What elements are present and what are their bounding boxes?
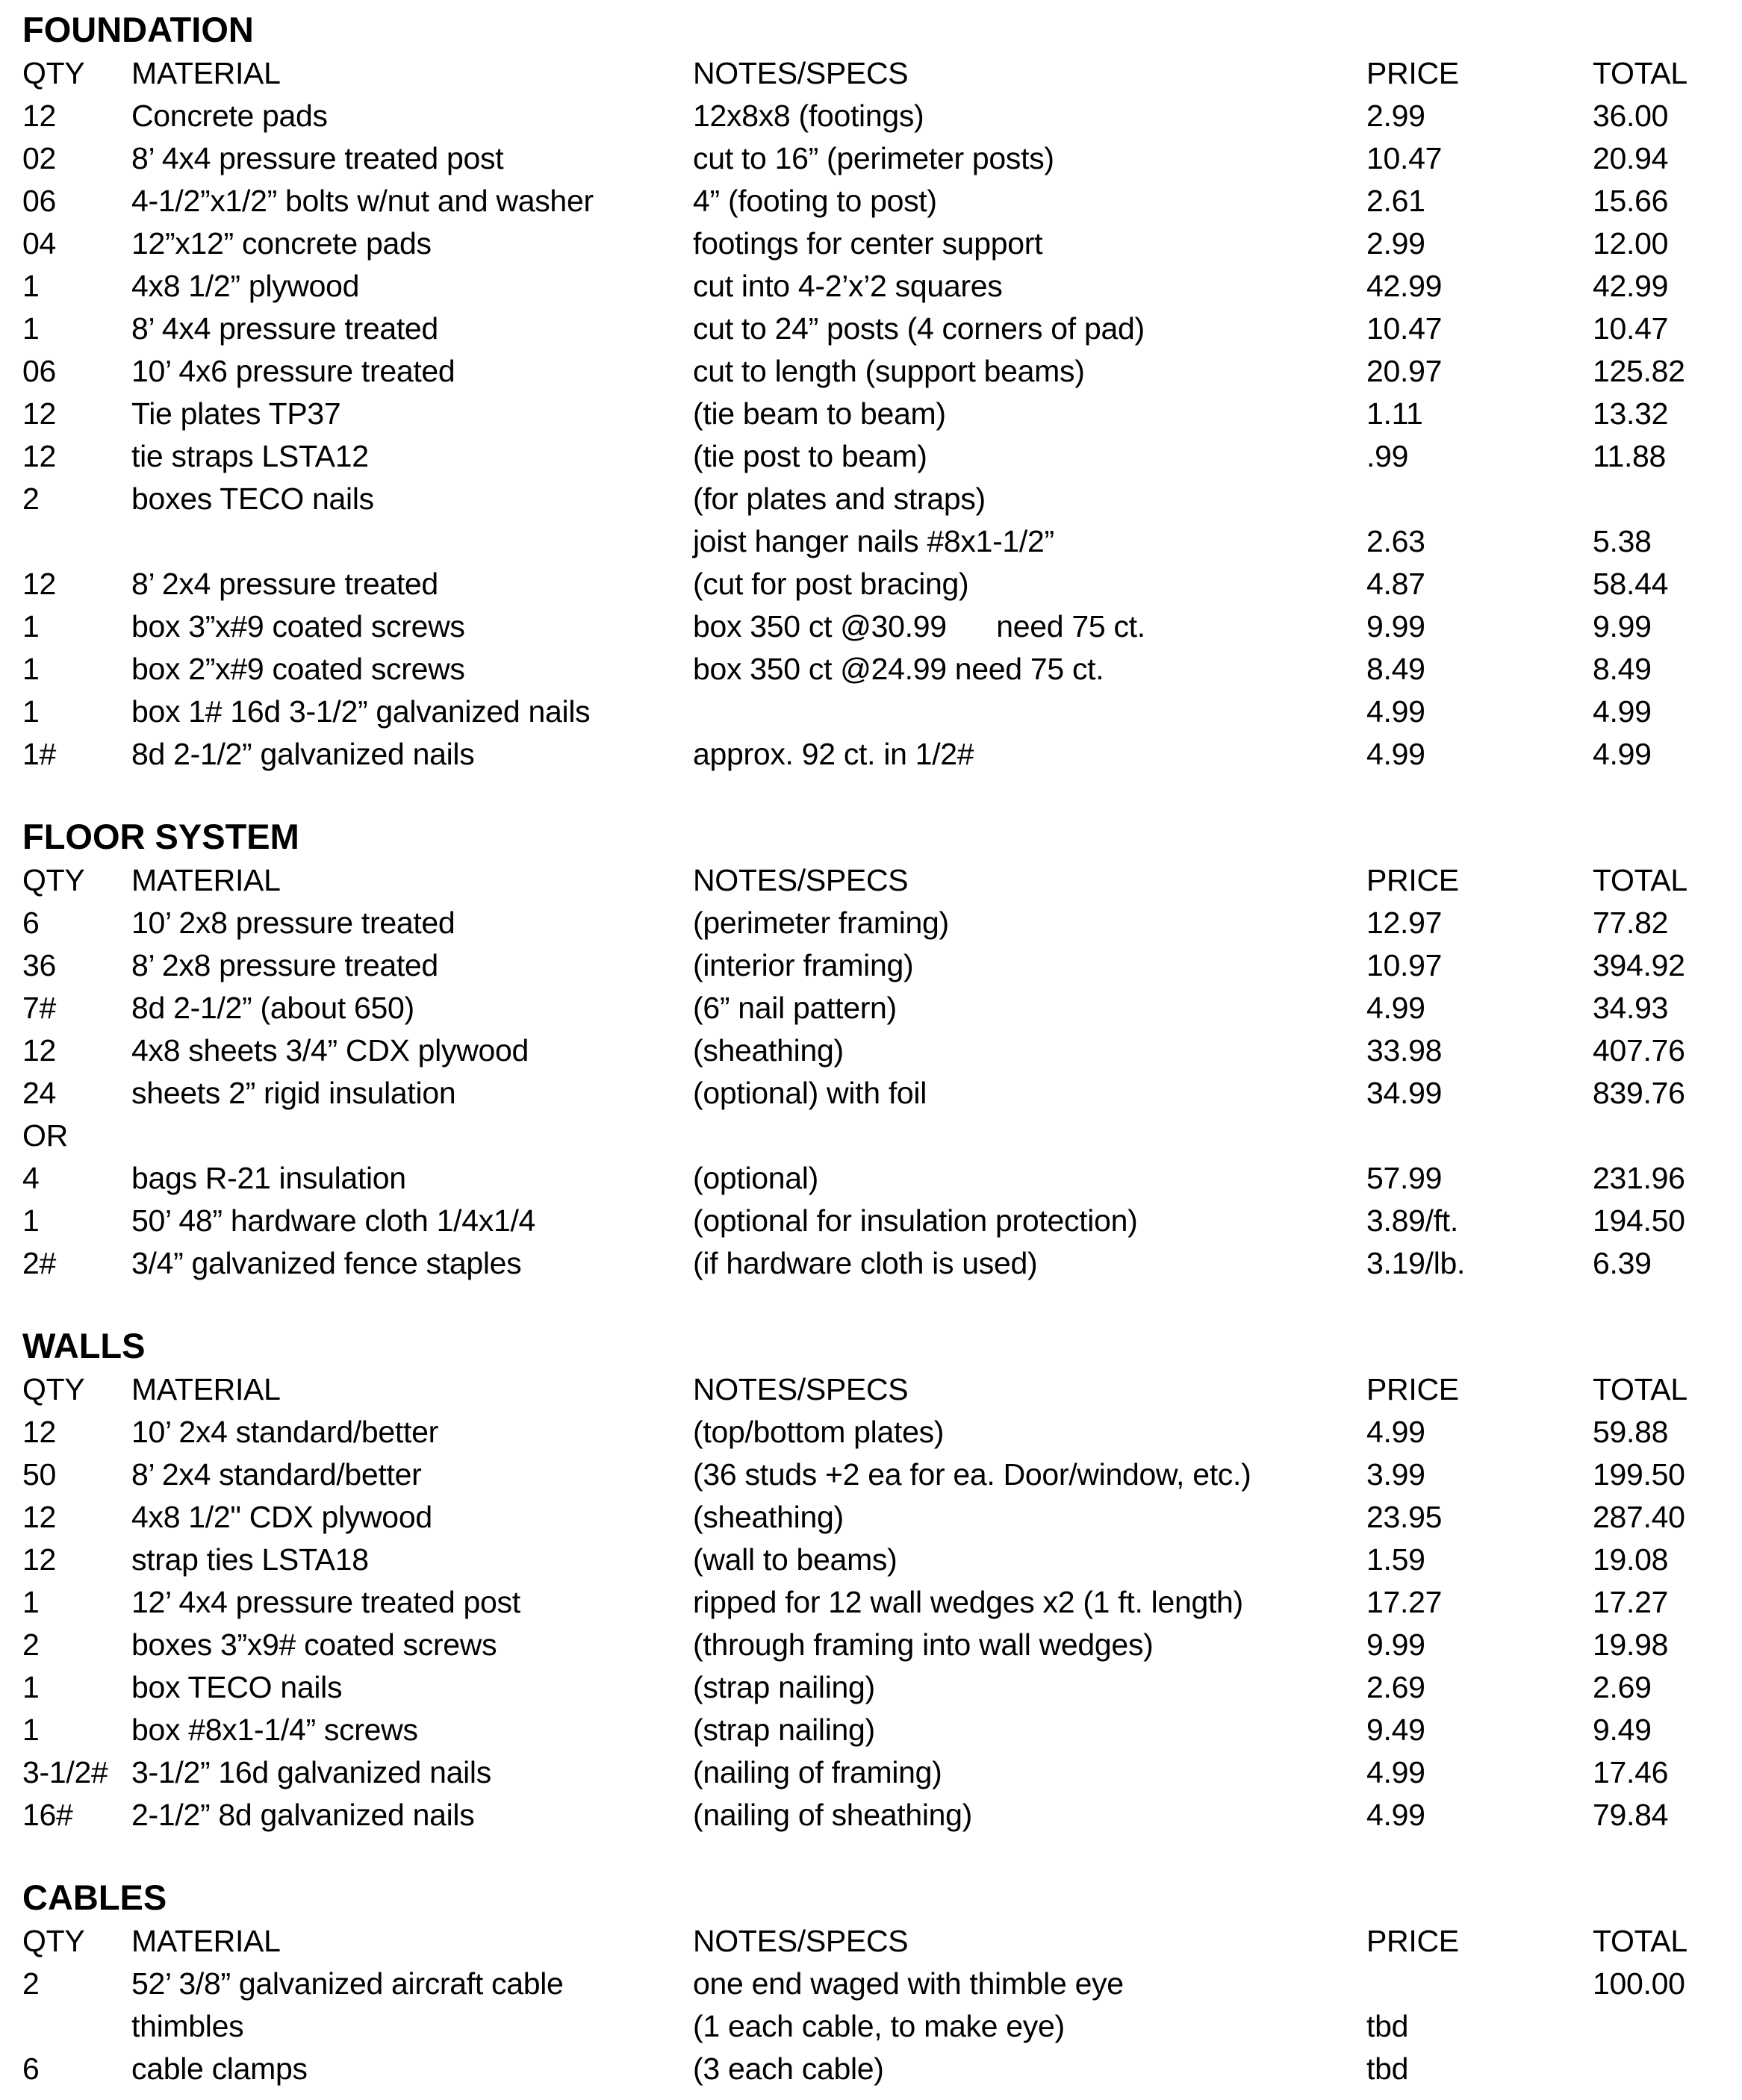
price-cell: 4.99 [1366,737,1425,771]
qty-cell: 12 [22,1542,57,1577]
price-cell: 17.27 [1366,1585,1443,1619]
material-cell: 8’ 2x8 pressure treated [131,948,438,982]
material-cell: 10’ 4x6 pressure treated [131,354,455,388]
table-row [22,733,1742,776]
table-row [22,2005,1742,2048]
table-row [22,1115,1742,1157]
notes-cell: 4” (footing to post) [693,184,937,218]
section-title: FOUNDATION [22,10,254,49]
material-cell: 4x8 sheets 3/4” CDX plywood [131,1033,529,1068]
notes-cell: footings for center support [693,226,1043,261]
qty-cell: 1 [22,609,40,644]
price-cell: 1.59 [1366,1542,1425,1577]
qty-cell: 7# [22,991,57,1025]
notes-cell: (perimeter framing) [693,906,949,940]
notes-cell: approx. 92 ct. in 1/2# [693,737,974,771]
table-row [22,1794,1742,1836]
price-cell: 23.95 [1366,1500,1443,1534]
qty-cell: 06 [22,184,57,218]
notes-cell: box 350 ct @30.99 need 75 ct. [693,609,1145,644]
column-header-qty: QTY [22,863,85,897]
material-cell: boxes TECO nails [131,482,374,516]
total-cell: 5.38 [1593,524,1652,558]
notes-cell: (optional) [693,1161,818,1195]
notes-cell: one end waged with thimble eye [693,1966,1124,2001]
material-cell: 8’ 2x4 standard/better [131,1457,422,1492]
material-cell: 2-1/2” 8d galvanized nails [131,1798,475,1832]
qty-cell: 1 [22,1713,40,1747]
price-cell: 2.99 [1366,99,1425,133]
qty-cell: 6 [22,2051,40,2086]
material-cell: 12’ 4x4 pressure treated post [131,1585,520,1619]
table-row [22,1072,1742,1115]
material-cell: boxes 3”x9# coated screws [131,1627,497,1662]
total-cell: 199.50 [1593,1457,1685,1492]
table-row [22,1029,1742,1072]
notes-cell: (strap nailing) [693,1713,875,1747]
total-cell: 9.99 [1593,609,1652,644]
qty-cell: 12 [22,1500,57,1534]
section-title: CABLES [22,1878,167,1917]
price-cell: 3.89/ft. [1366,1203,1458,1238]
price-cell: 10.47 [1366,311,1443,346]
column-header-material: MATERIAL [131,1924,281,1958]
qty-cell: 06 [22,354,57,388]
total-cell: 231.96 [1593,1161,1685,1195]
qty-cell: 3-1/2# [22,1755,108,1789]
total-cell: 4.99 [1593,694,1652,729]
total-cell: 839.76 [1593,1076,1685,1110]
material-cell: 8d 2-1/2” (about 650) [131,991,414,1025]
column-header-qty: QTY [22,56,85,90]
table-row [22,691,1742,733]
section-floor-system [22,814,1742,1285]
column-header-total: TOTAL [1593,863,1687,897]
column-header-total: TOTAL [1593,1372,1687,1406]
table-row [22,393,1742,435]
notes-cell: (3 each cable) [693,2051,884,2086]
total-cell: 36.00 [1593,99,1669,133]
material-cell: box 3”x#9 coated screws [131,609,465,644]
material-cell: box 2”x#9 coated screws [131,652,465,686]
qty-cell: 1 [22,1670,40,1704]
column-header-row [22,1368,1742,1411]
notes-cell: (nailing of framing) [693,1755,942,1789]
material-cell: 8d 2-1/2” galvanized nails [131,737,475,771]
notes-cell: (sheathing) [693,1033,844,1068]
notes-cell: (sheathing) [693,1500,844,1534]
total-cell: 17.27 [1593,1585,1669,1619]
total-cell: 58.44 [1593,567,1669,601]
notes-cell: (top/bottom plates) [693,1415,945,1449]
qty-cell: 1# [22,737,57,771]
price-cell: tbd [1366,2009,1409,2043]
material-cell: 4x8 1/2" CDX plywood [131,1500,432,1534]
table-row [22,1157,1742,1200]
price-cell: 34.99 [1366,1076,1443,1110]
qty-cell: 1 [22,1585,40,1619]
section-cables [22,1875,1742,2090]
qty-cell: 1 [22,269,40,303]
price-cell: 4.99 [1366,1415,1425,1449]
price-cell: 9.49 [1366,1713,1425,1747]
total-cell: 100.00 [1593,1966,1685,2001]
price-cell: 2.69 [1366,1670,1425,1704]
section-rows [22,1411,1742,1836]
price-cell: 4.87 [1366,567,1425,601]
section-foundation [22,7,1742,776]
total-cell: 4.99 [1593,737,1652,771]
material-cell: tie straps LSTA12 [131,439,369,473]
material-cell: sheets 2” rigid insulation [131,1076,456,1110]
column-header-qty: QTY [22,1924,85,1958]
table-row [22,350,1742,393]
qty-cell: 2 [22,482,40,516]
column-header-price: PRICE [1366,1372,1459,1406]
table-row [22,1709,1742,1751]
table-row [22,520,1742,563]
section-title: WALLS [22,1326,146,1365]
qty-cell: OR [22,1118,68,1153]
notes-cell: ripped for 12 wall wedges x2 (1 ft. length) [693,1585,1243,1619]
total-cell: 19.98 [1593,1627,1669,1662]
price-cell: 57.99 [1366,1161,1443,1195]
table-row [22,1666,1742,1709]
price-cell: 10.97 [1366,948,1443,982]
column-header-qty: QTY [22,1372,85,1406]
table-row [22,2048,1742,2090]
material-cell: box #8x1-1/4” screws [131,1713,418,1747]
material-cell: 3-1/2” 16d galvanized nails [131,1755,491,1789]
price-cell: 1.11 [1366,396,1423,431]
column-header-notes: NOTES/SPECS [693,1924,909,1958]
table-row [22,563,1742,605]
table-row [22,987,1742,1029]
qty-cell: 12 [22,439,57,473]
notes-cell: (tie beam to beam) [693,396,946,431]
notes-cell: (nailing of sheathing) [693,1798,973,1832]
material-cell: thimbles [131,2009,244,2043]
price-cell: 10.47 [1366,141,1443,175]
qty-cell: 12 [22,1415,57,1449]
table-row [22,478,1742,520]
total-cell: 20.94 [1593,141,1669,175]
column-header-row [22,1920,1742,1963]
price-cell: 3.99 [1366,1457,1425,1492]
table-row [22,137,1742,180]
qty-cell: 02 [22,141,57,175]
price-cell: 42.99 [1366,269,1443,303]
total-cell: 407.76 [1593,1033,1685,1068]
material-cell: 4-1/2”x1/2” bolts w/nut and washer [131,184,594,218]
material-cell: cable clamps [131,2051,308,2086]
column-header-price: PRICE [1366,56,1459,90]
table-row [22,1496,1742,1539]
table-row [22,180,1742,222]
column-header-row [22,859,1742,902]
material-cell: 52’ 3/8” galvanized aircraft cable [131,1966,564,2001]
notes-cell: (cut for post bracing) [693,567,969,601]
table-row [22,435,1742,478]
total-cell: 6.39 [1593,1246,1652,1280]
material-cell: 8’ 4x4 pressure treated post [131,141,504,175]
table-row [22,222,1742,265]
material-cell: box TECO nails [131,1670,343,1704]
qty-cell: 12 [22,1033,57,1068]
column-header-total: TOTAL [1593,56,1687,90]
material-cell: Tie plates TP37 [131,396,341,431]
notes-cell: (1 each cable, to make eye) [693,2009,1065,2043]
material-cell: bags R-21 insulation [131,1161,406,1195]
price-cell: 4.99 [1366,1755,1425,1789]
notes-cell: (6” nail pattern) [693,991,897,1025]
qty-cell: 16# [22,1798,73,1832]
total-cell: 287.40 [1593,1500,1685,1534]
total-cell: 15.66 [1593,184,1669,218]
price-cell: 20.97 [1366,354,1443,388]
qty-cell: 6 [22,906,40,940]
total-cell: 8.49 [1593,652,1652,686]
price-cell: 2.63 [1366,524,1425,558]
qty-cell: 04 [22,226,57,261]
notes-cell: (optional) with foil [693,1076,927,1110]
material-cell: 10’ 2x4 standard/better [131,1415,438,1449]
column-header-material: MATERIAL [131,1372,281,1406]
table-row [22,308,1742,350]
total-cell: 34.93 [1593,991,1669,1025]
total-cell: 125.82 [1593,354,1685,388]
notes-cell: (interior framing) [693,948,914,982]
notes-cell: cut to 24” posts (4 corners of pad) [693,311,1145,346]
price-cell: 3.19/lb. [1366,1246,1466,1280]
qty-cell: 4 [22,1161,40,1195]
total-cell: 42.99 [1593,269,1669,303]
material-cell: 8’ 2x4 pressure treated [131,567,438,601]
total-cell: 17.46 [1593,1755,1669,1789]
qty-cell: 2# [22,1246,57,1280]
total-cell: 394.92 [1593,948,1685,982]
material-cell: strap ties LSTA18 [131,1542,369,1577]
table-row [22,902,1742,944]
table-row [22,1751,1742,1794]
material-cell: 12”x12” concrete pads [131,226,432,261]
total-cell: 11.88 [1593,439,1667,473]
material-cell: 10’ 2x8 pressure treated [131,906,455,940]
material-cell: 50’ 48” hardware cloth 1/4x1/4 [131,1203,536,1238]
table-row [22,1624,1742,1666]
price-cell: .99 [1366,439,1409,473]
table-row [22,1963,1742,2005]
column-header-notes: NOTES/SPECS [693,1372,909,1406]
total-cell: 194.50 [1593,1203,1685,1238]
total-cell: 77.82 [1593,906,1669,940]
table-row [22,944,1742,987]
table-row [22,648,1742,691]
notes-cell: cut to 16” (perimeter posts) [693,141,1054,175]
price-cell: 2.99 [1366,226,1425,261]
table-row [22,1411,1742,1454]
section-rows [22,902,1742,1285]
notes-cell: box 350 ct @24.99 need 75 ct. [693,652,1104,686]
notes-cell: joist hanger nails #8x1-1/2” [693,524,1054,558]
material-cell: 4x8 1/2” plywood [131,269,360,303]
total-cell: 12.00 [1593,226,1669,261]
notes-cell: 12x8x8 (footings) [693,99,924,133]
qty-cell: 1 [22,652,40,686]
material-cell: 3/4” galvanized fence staples [131,1246,522,1280]
table-row [22,1454,1742,1496]
column-header-notes: NOTES/SPECS [693,56,909,90]
notes-cell: (wall to beams) [693,1542,898,1577]
material-cell: box 1# 16d 3-1/2” galvanized nails [131,694,591,729]
total-cell: 59.88 [1593,1415,1669,1449]
qty-cell: 1 [22,694,40,729]
price-cell: 9.99 [1366,1627,1425,1662]
column-header-row [22,52,1742,95]
column-header-material: MATERIAL [131,56,281,90]
material-cell: 8’ 4x4 pressure treated [131,311,438,346]
column-header-price: PRICE [1366,1924,1459,1958]
price-cell: tbd [1366,2051,1409,2086]
section-rows [22,95,1742,776]
table-row [22,1539,1742,1581]
notes-cell: (strap nailing) [693,1670,875,1704]
table-row [22,95,1742,137]
price-cell: 4.99 [1366,1798,1425,1832]
table-row [22,1200,1742,1242]
qty-cell: 12 [22,567,57,601]
notes-cell: (if hardware cloth is used) [693,1246,1038,1280]
notes-cell: cut to length (support beams) [693,354,1085,388]
qty-cell: 36 [22,948,57,982]
notes-cell: (tie post to beam) [693,439,927,473]
column-header-notes: NOTES/SPECS [693,863,909,897]
qty-cell: 2 [22,1966,40,2001]
notes-cell: (optional for insulation protection) [693,1203,1138,1238]
price-cell: 9.99 [1366,609,1425,644]
qty-cell: 1 [22,311,40,346]
total-cell: 9.49 [1593,1713,1652,1747]
table-row [22,605,1742,648]
total-cell: 10.47 [1593,311,1669,346]
column-header-total: TOTAL [1593,1924,1687,1958]
table-row [22,1581,1742,1624]
qty-cell: 12 [22,99,57,133]
qty-cell: 24 [22,1076,57,1110]
section-walls [22,1324,1742,1836]
material-cell: Concrete pads [131,99,328,133]
qty-cell: 50 [22,1457,57,1492]
total-cell: 79.84 [1593,1798,1669,1832]
price-cell: 33.98 [1366,1033,1443,1068]
notes-cell: (through framing into wall wedges) [693,1627,1154,1662]
notes-cell: (36 studs +2 ea for ea. Door/window, etc.) [693,1457,1251,1492]
section-title: FLOOR SYSTEM [22,817,299,856]
notes-cell: cut into 4-2’x’2 squares [693,269,1003,303]
notes-cell: (for plates and straps) [693,482,986,516]
column-header-material: MATERIAL [131,863,281,897]
total-cell: 19.08 [1593,1542,1669,1577]
price-cell: 12.97 [1366,906,1443,940]
table-row [22,1242,1742,1285]
table-row [22,265,1742,308]
price-cell: 8.49 [1366,652,1425,686]
total-cell: 2.69 [1593,1670,1652,1704]
column-header-price: PRICE [1366,863,1459,897]
price-cell: 4.99 [1366,694,1425,729]
price-cell: 4.99 [1366,991,1425,1025]
qty-cell: 1 [22,1203,40,1238]
section-rows [22,1963,1742,2090]
price-cell: 2.61 [1366,184,1425,218]
total-cell: 13.32 [1593,396,1669,431]
qty-cell: 2 [22,1627,40,1662]
qty-cell: 12 [22,396,57,431]
